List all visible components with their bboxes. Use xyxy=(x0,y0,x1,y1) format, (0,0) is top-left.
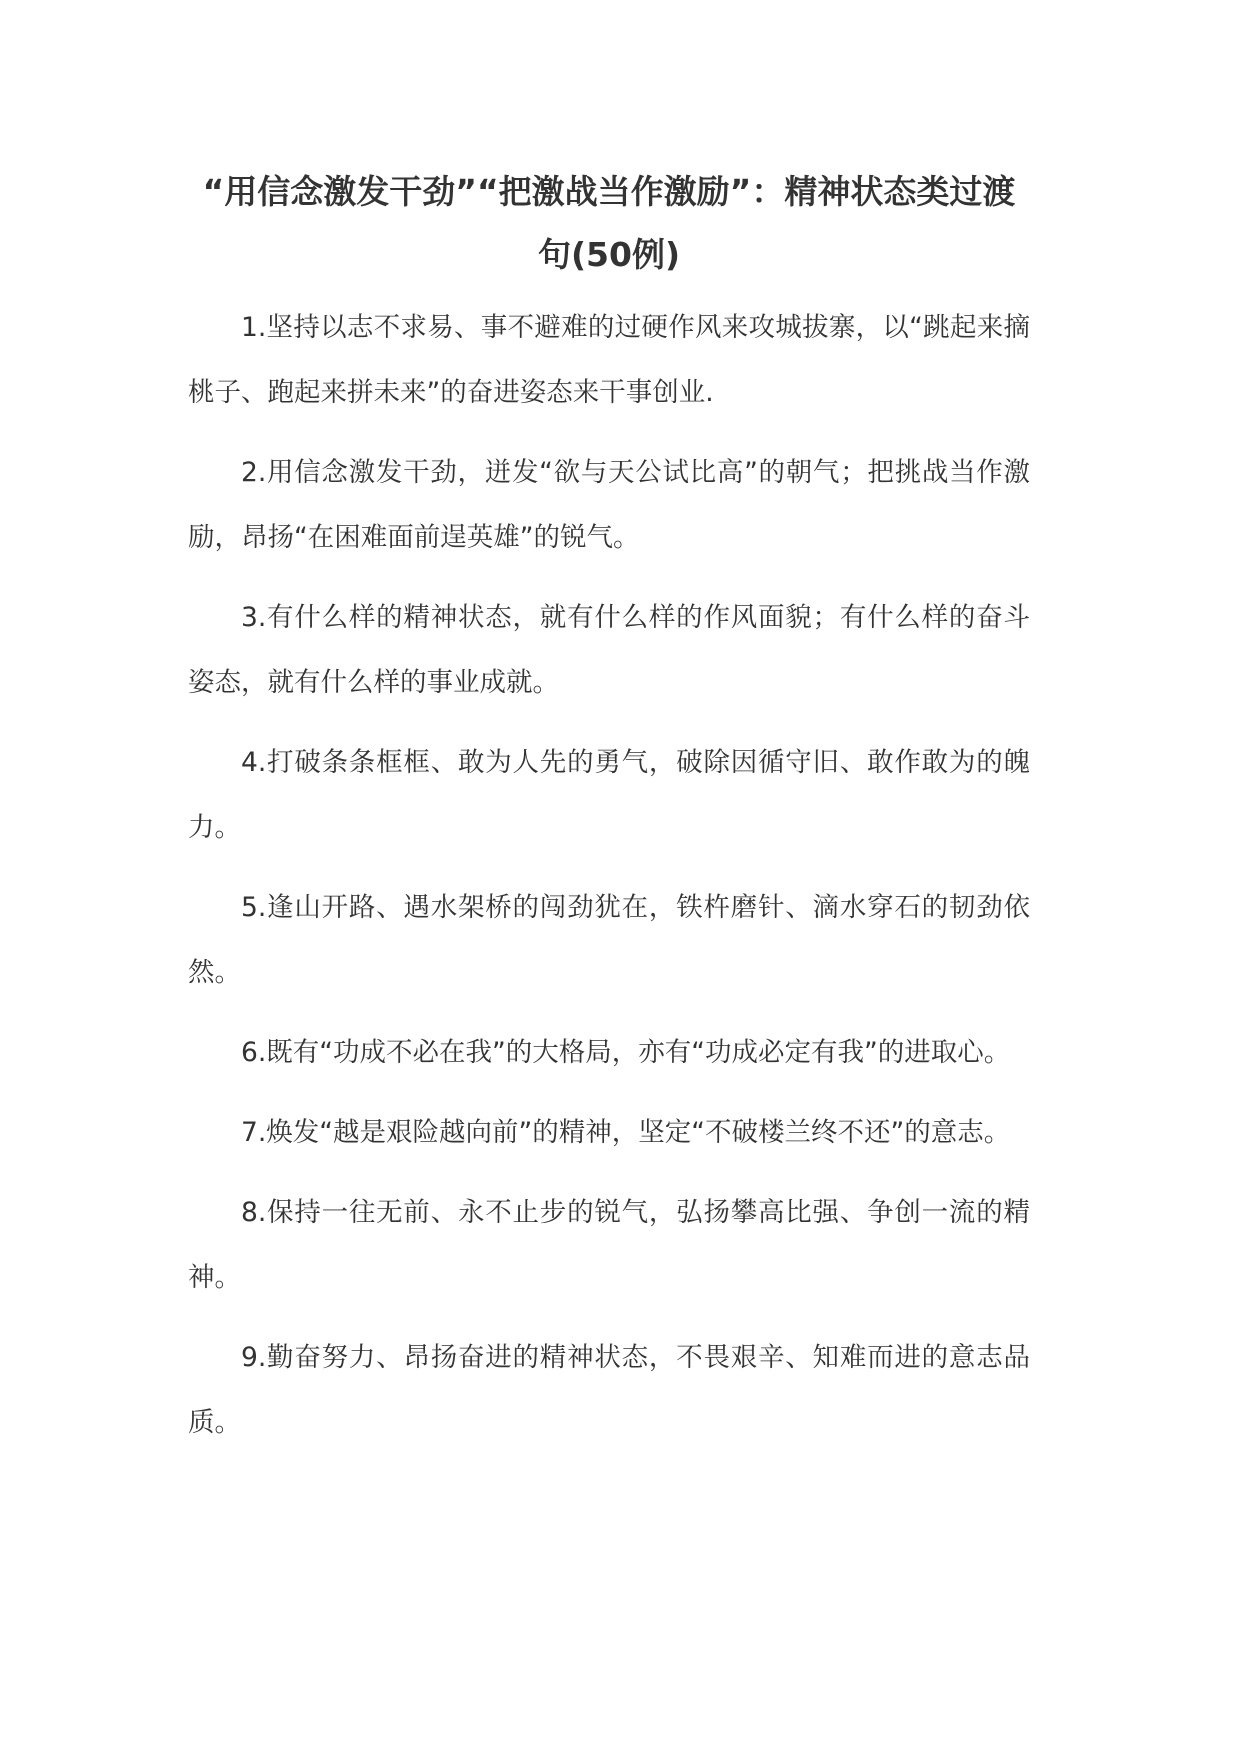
paragraph-7: 7.焕发“越是艰险越向前”的精神，坚定“不破楼兰终不还”的意志。 xyxy=(241,1117,1011,1148)
paragraph-9: 9.勤奋努力、昂扬奋进的精神状态，不畏艰辛、知难而进的意志品质。 xyxy=(188,1342,1030,1438)
paragraph-3: 3.有什么样的精神状态，就有什么样的作风面貌；有什么样的奋斗姿态，就有什么样的事业成就。 xyxy=(188,602,1030,698)
paragraph-6: 6.既有“功成不必在我”的大格局，亦有“功成必定有我”的进取心。 xyxy=(241,1037,1011,1068)
paragraph-list xyxy=(188,295,1030,1455)
paragraph-5: 5.逢山开路、遇水架桥的闯劲犹在，铁杵磨针、滴水穿石的韧劲依然。 xyxy=(188,892,1030,988)
paragraph-1: 1.坚持以志不求易、事不避难的过硬作风来攻城拔寨，以“跳起来摘桃子、跑起来拼未来”的奋进姿态来干事创业. xyxy=(188,312,1030,408)
paragraph-8: 8.保持一往无前、永不止步的锐气，弘扬攀高比强、争创一流的精神。 xyxy=(188,1197,1030,1293)
document-title: “用信念激发干劲”“把激战当作激励”：精神状态类过渡句(50例) xyxy=(202,172,1016,274)
document-body xyxy=(188,160,1030,1470)
paragraph-4: 4.打破条条框框、敢为人先的勇气，破除因循守旧、敢作敢为的魄力。 xyxy=(188,747,1030,843)
paragraph-2: 2.用信念激发干劲，迸发“欲与天公试比高”的朝气；把挑战当作激励，昂扬“在困难面前逞英雄”的锐气。 xyxy=(188,457,1030,553)
